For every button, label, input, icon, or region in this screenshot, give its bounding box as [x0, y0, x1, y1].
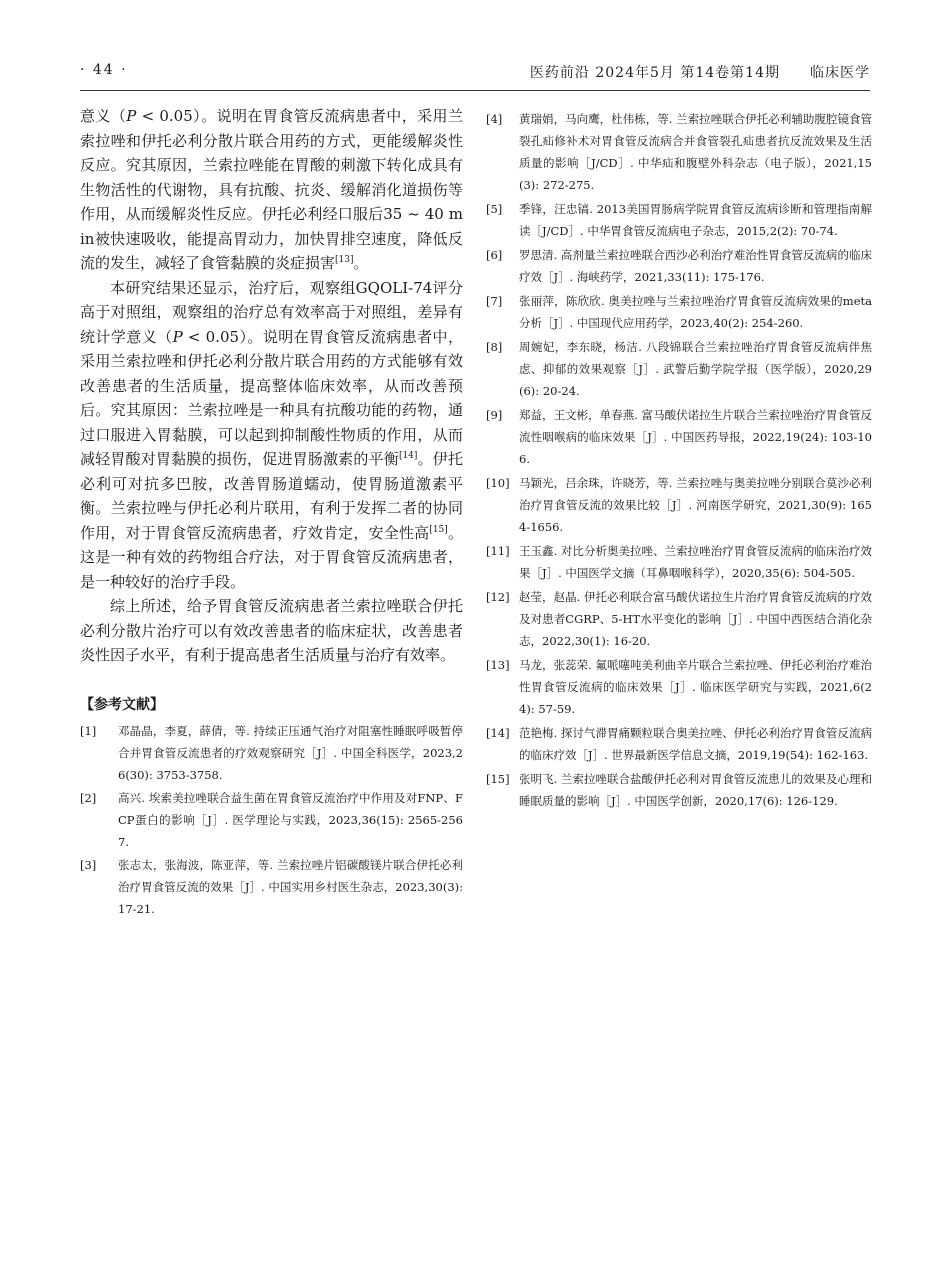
header-rule [80, 90, 870, 91]
body-paragraph [80, 276, 463, 595]
reference-text: 马龙，张蕊荣. 氟哌噻吨美利曲辛片联合兰索拉唑、伊托必利治疗难治性胃食管反流病的临床效果［J］. 临床医学研究与实践，2021,6(24): 57-59. [519, 658, 872, 716]
page-number: · 44 · [80, 62, 128, 78]
body-paragraph [80, 594, 463, 668]
reference-text: 张志太，张海波，陈亚萍，等. 兰索拉唑片铝碳酸镁片联合伊托必利治疗胃食管反流的效果［J］. 中国实用乡村医生杂志，2023,30(3): 17-21. [118, 857, 463, 916]
text-run: 综上所述，给予胃食管反流病患者兰索拉唑联合伊托必利分散片治疗可以有效改善患者的临床症状，改善患者炎性因子水平，有利于提高患者生活质量与治疗有效率。 [80, 597, 463, 664]
text-run: P [126, 107, 137, 125]
reference-list-right [486, 108, 872, 812]
text-run: < 0.05）。说明在胃食管反流病患者中，采用兰索拉唑和伊托必利分散片联合用药的方式，更能缓解炎性反应。究其原因，兰索拉唑能在胃酸的刺激下转化成具有生物活性的代谢物，具有抗酸、抗炎、缓解消化道损伤等作用，从而缓解炎性反应。伊托必利经口服后35 ~ 40 min被快速吸收，能提高胃动力，加快胃排空速度，降低反流的发生，减轻了食管黏膜的炎症损害 [80, 107, 463, 272]
section-name: 临床医学 [810, 65, 870, 81]
text-run: 。这是一种有效的药物组合疗法，对于胃食管反流病患者，是一种较好的治疗手段。 [80, 523, 463, 591]
reference-item [486, 472, 872, 538]
text-run: 意义（ [80, 107, 127, 125]
journal-info [530, 62, 870, 82]
reference-item [80, 854, 463, 920]
reference-number: [2] [80, 790, 97, 805]
reference-number: [13] [486, 658, 510, 672]
body-paragraph [80, 104, 463, 276]
body-text [80, 104, 463, 668]
reference-number: [12] [486, 590, 510, 604]
text-run: < 0.05）。说明在胃食管反流病患者中，采用兰索拉唑和伊托必利分散片联合用药的方式能够有效改善患者的生活质量，提高整体临床效率，从而改善预后。究其原因：兰索拉唑是一种具有抗酸功能的药物，通过口服进入胃黏膜，可以起到抑制酸性物质的作用，从而减轻胃酸对胃黏膜的损伤，促进胃肠激素的平衡 [80, 327, 463, 468]
reference-number: [14] [486, 726, 510, 740]
reference-text: 周婉妃，李东晓，杨洁. 八段锦联合兰索拉唑治疗胃食管反流病伴焦虑、抑郁的效果观察［J］. 武警后勤学院学报（医学版），2020,29(6): 20-24. [519, 340, 872, 398]
reference-number: [10] [486, 476, 510, 490]
reference-number: [9] [486, 408, 503, 422]
citation-marker: [14] [398, 451, 418, 461]
reference-text: 张明飞. 兰索拉唑联合盐酸伊托必利对胃食管反流患儿的效果及心理和睡眠质量的影响［J］. 中国医学创新，2020,17(6): 126-129. [519, 772, 872, 808]
text-run: 本研究结果还显示，治疗后，观察组GQOLI-74评分高于对照组，观察组的治疗总有效率高于对照组，差异有统计学意义（ [80, 278, 463, 346]
reference-item [80, 787, 463, 853]
reference-item [486, 290, 872, 334]
reference-number: [15] [486, 772, 510, 786]
reference-text: 罗思清. 高剂量兰索拉唑联合西沙必利治疗难治性胃食管反流病的临床疗效［J］. 海峡药学，2021,33(11): 175-176. [519, 248, 872, 284]
reference-text: 郑益，王文彬，单春燕. 富马酸伏诺拉生片联合兰索拉唑治疗胃食管反流性咽喉病的临床效果［J］. 中国医药导报，2022,19(24): 103-106. [519, 408, 872, 466]
reference-text: 王玉鑫. 对比分析奥美拉唑、兰索拉唑治疗胃食管反流病的临床治疗效果［J］. 中国医学文摘（耳鼻咽喉科学），2020,35(6): 504-505. [519, 544, 872, 580]
reference-number: [1] [80, 723, 97, 738]
citation-marker: [13] [335, 255, 354, 265]
reference-number: [4] [486, 112, 503, 126]
text-run: 。 [353, 254, 369, 272]
citation-marker: [15] [429, 524, 448, 535]
reference-number: [6] [486, 248, 503, 262]
reference-number: [7] [486, 294, 503, 308]
reference-item [486, 108, 872, 196]
journal-title: 医药前沿 2024年5月 第14卷第14期 [529, 65, 780, 81]
reference-item [486, 586, 872, 652]
reference-list-left [80, 720, 463, 920]
text-run: 。伊托必利可对抗多巴胺，改善胃肠道蠕动，使胃肠道激素平衡。兰索拉唑与伊托必利片联用，有利于发挥二者的协同作用，对于胃食管反流病患者，疗效肯定，安全性高 [80, 450, 463, 542]
references-title: 【参考文献】 [80, 696, 164, 713]
reference-item [486, 336, 872, 402]
reference-text: 黄瑞娟，马向鹰，杜伟栋，等. 兰索拉唑联合伊托必利辅助腹腔镜食管裂孔疝修补术对胃食管反流病合并食管裂孔疝患者抗反流效果及生活质量的影响［J/CD］. 中华疝和腹壁外科杂志（电子版），2021,15(3): 272-275. [519, 112, 872, 192]
reference-text: 赵莹，赵晶. 伊托必利联合富马酸伏诺拉生片治疗胃食管反流病的疗效及对患者CGRP、5-HT水平变化的影响［J］. 中国中西医结合消化杂志，2022,30(1): 16-20. [519, 590, 872, 648]
reference-text: 季锋，汪忠镐. 2013美国胃肠病学院胃食管反流病诊断和管理指南解读［J/CD］. 中华胃食管反流病电子杂志，2015,2(2): 70-74. [519, 202, 872, 238]
reference-item [80, 720, 463, 786]
reference-item [486, 654, 872, 720]
reference-text: 邓晶晶，李夏，薛倩，等. 持续正压通气治疗对阻塞性睡眠呼吸暂停合并胃食管反流患者的疗效观察研究［J］. 中国全科医学，2023,26(30): 3753-3758. [118, 723, 463, 782]
reference-number: [5] [486, 202, 503, 216]
reference-text: 高兴. 埃索美拉唑联合益生菌在胃食管反流治疗中作用及对FNP、FCP蛋白的影响［J］. 医学理论与实践，2023,36(15): 2565-2567. [118, 790, 463, 849]
reference-item [486, 540, 872, 584]
reference-text: 范艳梅. 探讨气滞胃痛颗粒联合奥美拉唑、伊托必利治疗胃食管反流病的临床疗效［J］. 世界最新医学信息文摘，2019,19(54): 162-163. [519, 726, 872, 762]
left-column [80, 104, 463, 921]
reference-text: 张丽萍，陈欣欣. 奥美拉唑与兰索拉唑治疗胃食管反流病效果的meta分析［J］. 中国现代应用药学，2023,40(2): 254-260. [519, 294, 872, 330]
reference-item [486, 198, 872, 242]
right-column [486, 108, 872, 814]
reference-number: [8] [486, 340, 503, 354]
reference-item [486, 244, 872, 288]
reference-number: [3] [80, 857, 97, 872]
reference-text: 马颖光，吕余珠，许晓芳，等. 兰索拉唑与奥美拉唑分别联合莫沙必利治疗胃食管反流的效果比较［J］. 河南医学研究，2021,30(9): 1654-1656. [519, 476, 872, 534]
reference-number: [11] [486, 544, 510, 558]
text-run: P [172, 327, 183, 346]
reference-item [486, 722, 872, 766]
reference-item [486, 768, 872, 812]
reference-item [486, 404, 872, 470]
page-header [80, 62, 870, 86]
